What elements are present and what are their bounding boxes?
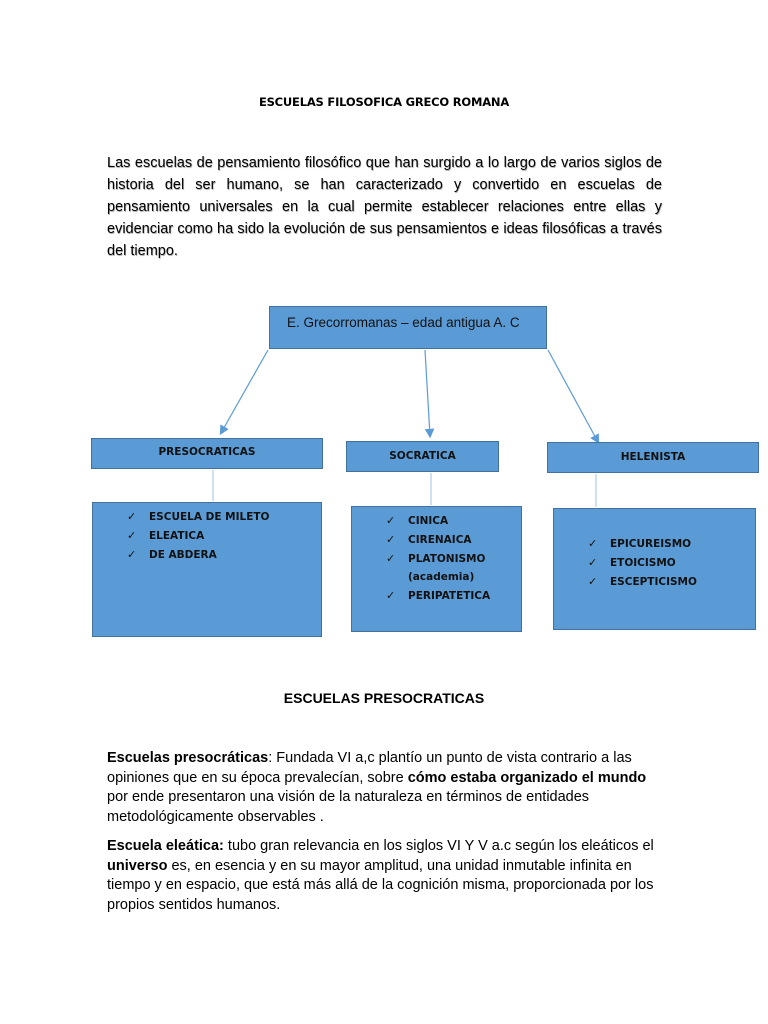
check-icon: ✓ — [386, 551, 396, 565]
list-item: ✓ CIRENAICA — [386, 531, 521, 550]
list-presocraticas — [92, 502, 322, 637]
check-icon: ✓ — [588, 537, 598, 550]
heading-socratica: SOCRATICA — [346, 441, 499, 472]
list-item: ✓ CINICA — [386, 512, 521, 531]
intro-paragraph: Las escuelas de pensamiento filosófico que han surgido a lo largo de varios siglos de historia del ser humano, se han caracterizado y convertido en escuelas de pensamiento universales en la cual permite establecer relaciones entre ellas y evidenciar como ha sido la evolución de sus pensamientos e ideas filosóficas a través del tiempo. — [107, 155, 662, 259]
check-icon: ✓ — [127, 528, 137, 542]
list-helenista — [553, 508, 756, 630]
arrow-to-presocraticas — [221, 350, 268, 433]
term-presocraticas: Escuelas presocráticas — [107, 750, 269, 766]
check-icon: ✓ — [588, 574, 598, 588]
list-item: ✓ ETOICISMO — [588, 554, 755, 573]
check-icon: ✓ — [386, 589, 396, 603]
list-item: ✓ PLATONISMO (academia) — [386, 551, 486, 584]
list-socratica — [351, 506, 522, 632]
check-icon: ✓ — [386, 514, 396, 527]
list-item: ✓ EPICUREISMO — [588, 535, 755, 554]
arrow-to-helenista — [548, 350, 598, 442]
list-item: ✓ ESCUELA DE MILETO — [127, 508, 321, 527]
check-icon: ✓ — [127, 547, 137, 561]
paragraph-eleatica: Escuela eleática: tubo gran relevancia en los siglos VI Y V a.c según los eleáticos el universo es, en esencia y en su mayor amplitud, una unidad inmutable infinita en tiempo y en espacio, que está más allá de la cognición misma, proporcionada por los propios sentidos humanos. — [107, 838, 654, 913]
arrow-to-socratica — [425, 350, 430, 436]
heading-helenista: HELENISTA — [547, 442, 759, 473]
term-eleatica: Escuela eleática: — [107, 838, 224, 854]
list-item: ✓ ELEATICA — [127, 527, 321, 546]
check-icon: ✓ — [588, 555, 598, 569]
list-item: ✓ ESCEPTICISMO — [588, 573, 755, 592]
heading-presocraticas: PRESOCRATICAS — [91, 438, 323, 469]
list-item: ✓ PERIPATETICA — [386, 587, 521, 606]
section-title: ESCUELAS PRESOCRATICAS — [283, 690, 485, 706]
document-title: ESCUELAS FILOSOFICA GRECO ROMANA — [258, 95, 510, 109]
check-icon: ✓ — [386, 532, 396, 546]
diagram-root-box: E. Grecorromanas – edad antigua A. C — [269, 306, 547, 349]
check-icon: ✓ — [127, 510, 137, 523]
paragraph-presocraticas: Escuelas presocráticas: Fundada VI a,c plantío un punto de vista contrario a las opiniones que en su época prevalecían, sobre cómo estaba organizado el mundo por ende presentaron una visión de la naturaleza en términos de entidades metodológicamente observables . — [107, 750, 647, 825]
list-item: ✓ DE ABDERA — [127, 546, 321, 565]
